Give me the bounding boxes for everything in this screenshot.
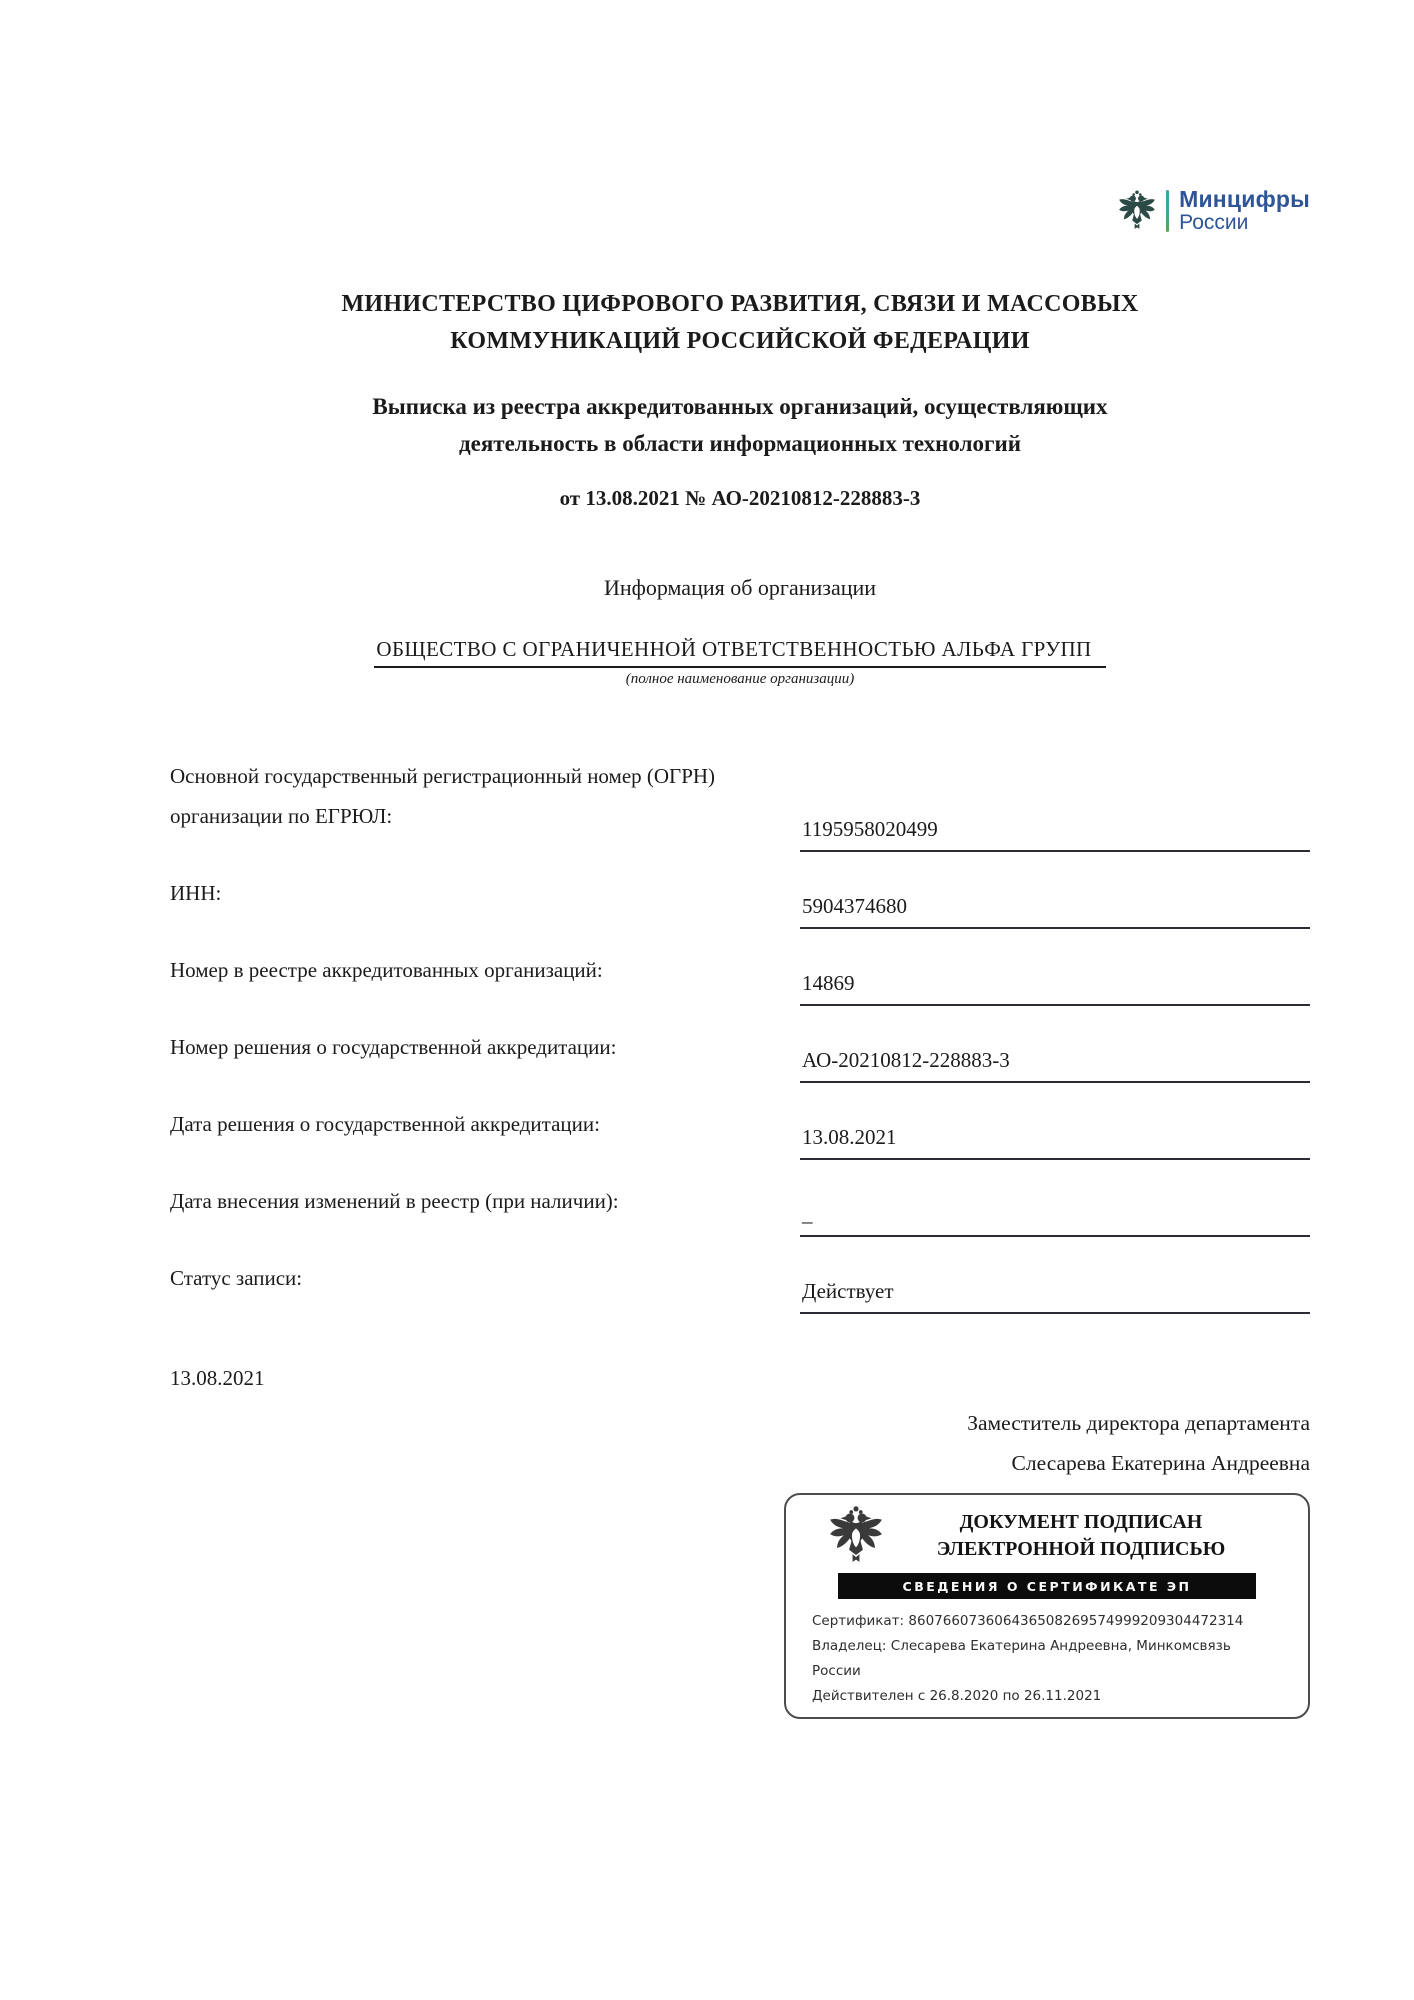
field-value: АО-20210812-228883-3 (800, 1048, 1310, 1083)
field-value: _ (800, 1202, 1310, 1237)
field-row-decision-number (170, 1027, 1310, 1083)
ministry-title-line1: МИНИСТЕРСТВО ЦИФРОВОГО РАЗВИТИЯ, СВЯЗИ И МАССОВЫХ (341, 291, 1139, 317)
eagle-emblem-icon (1118, 189, 1156, 233)
document-number: от 13.08.2021 № АО-20210812-228883-3 (559, 486, 921, 510)
signer-block (170, 1403, 1310, 1483)
document-title-line2: деятельность в области информационных технологий (459, 431, 1021, 456)
logo-name-line1: Минцифры (1179, 186, 1310, 213)
ministry-title-line2: КОММУНИКАЦИЙ РОССИЙСКОЙ ФЕДЕРАЦИИ (450, 328, 1030, 354)
section-title: Информация об организации (603, 575, 877, 600)
certificate-owner-line: Владелец: Слесарева Екатерина Андреевна, Минкомсвязь России (812, 1638, 1231, 1679)
field-row-decision-date (170, 1104, 1310, 1160)
logo-name-line2: России (1179, 211, 1249, 235)
stamp-eagle-emblem-icon (828, 1505, 884, 1567)
certificate-info-bar: СВЕДЕНИЯ О СЕРТИФИКАТЕ ЭП (838, 1573, 1256, 1599)
field-label: Номер решения о государственной аккредитации: (170, 1035, 617, 1059)
field-label: Основной государственный регистрационный номер (ОГРН) организации по ЕГРЮЛ: (170, 764, 716, 828)
field-label: Дата решения о государственной аккредитации: (170, 1112, 600, 1136)
issue-date: 13.08.2021 (170, 1366, 265, 1390)
stamp-title (884, 1509, 1278, 1563)
stamp-title-line2: ЭЛЕКТРОННОЙ ПОДПИСЬЮ (936, 1538, 1226, 1560)
field-row-ogrn (170, 756, 1310, 852)
field-label: ИНН: (170, 881, 222, 905)
field-label: Статус записи: (170, 1266, 303, 1290)
field-label: Номер в реестре аккредитованных организаций: (170, 958, 603, 982)
signer-title: Заместитель директора департамента (967, 1411, 1310, 1435)
field-row-changes-date (170, 1181, 1310, 1237)
field-label: Дата внесения изменений в реестр (при наличии): (170, 1189, 619, 1213)
organization-name-caption: (полное наименование организации) (625, 671, 855, 687)
certificate-validity-line: Действителен с 26.8.2020 по 26.11.2021 (812, 1688, 1102, 1704)
field-value: Действует (800, 1279, 1310, 1314)
logo-wordmark (1179, 188, 1310, 233)
ministry-title (170, 286, 1310, 360)
field-value: 14869 (800, 971, 1310, 1006)
field-value: 13.08.2021 (800, 1125, 1310, 1160)
certificate-number-line: Сертификат: 860766073606436508269574999209304472314 (812, 1613, 1244, 1629)
certificate-details (812, 1609, 1282, 1709)
logo-divider (1166, 190, 1169, 232)
signer-name: Слесарева Екатерина Андреевна (1011, 1451, 1310, 1475)
stamp-title-line1: ДОКУМЕНТ ПОДПИСАН (959, 1511, 1203, 1533)
stamp-header (786, 1505, 1308, 1567)
organization-name: ОБЩЕСТВО С ОГРАНИЧЕННОЙ ОТВЕТСТВЕННОСТЬЮ АЛЬФА ГРУПП (374, 637, 1105, 668)
mincifry-logo (1118, 186, 1310, 236)
field-row-inn (170, 873, 1310, 929)
field-row-status (170, 1258, 1310, 1314)
signature-stamp (784, 1493, 1310, 1719)
document-title (170, 388, 1310, 462)
field-value: 1195958020499 (800, 817, 1310, 852)
organization-block (170, 637, 1310, 688)
field-row-registry-number (170, 950, 1310, 1006)
fields-section (170, 756, 1310, 1314)
document-title-line1: Выписка из реестра аккредитованных организаций, осуществляющих (372, 394, 1108, 419)
field-value: 5904374680 (800, 894, 1310, 929)
